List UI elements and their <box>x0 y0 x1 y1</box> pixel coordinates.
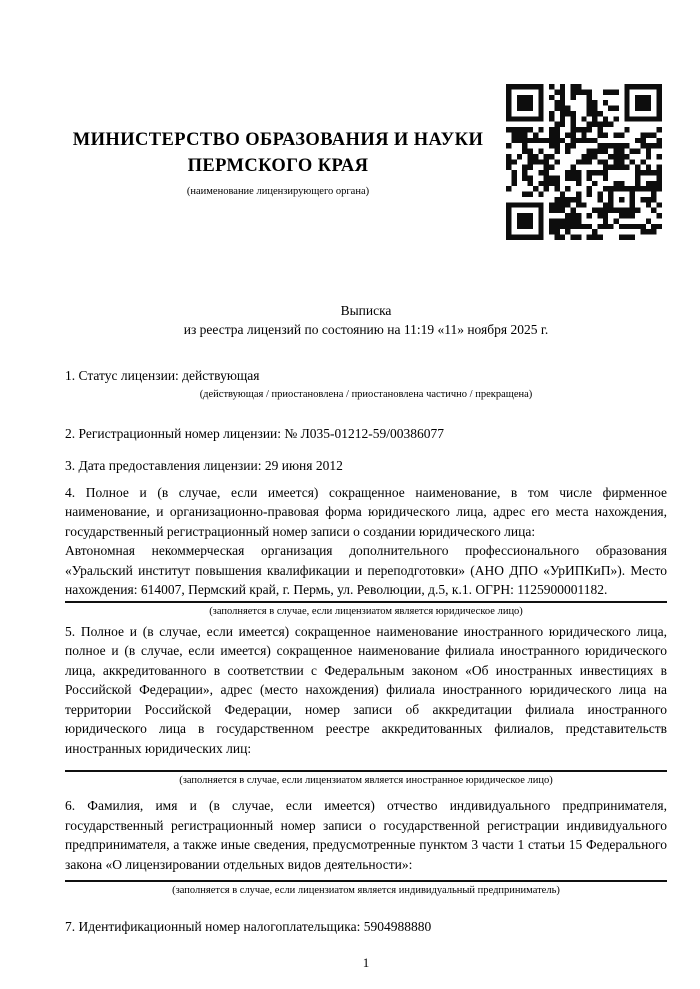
legal-entity-value: Автономная некоммерческая организация дополнительного профессионального образования «Уральский институт повышения квалификации и переподготовки» (АНО ДПО «УрИПКиП»). Место нахождения: 614007, Пермский край, г. Пермь, ул. Революции, д.5, к.1. ОГРН: 1125900001182. <box>65 543 667 597</box>
item-individual-entrepreneur <box>65 796 667 897</box>
legal-entity-label: 4. Полное и (в случае, если имеется) сокращенное наименование, в том числе фирменное наименование, и организационно-правовая форма юридического лица, адрес его места нахождения, государственный регистрационный номер записи о создании юридического лица: <box>65 484 667 539</box>
license-grant-date-text: 3. Дата предоставления лицензии: 29 июня 2012 <box>65 458 343 473</box>
item-foreign-legal-entity <box>65 622 667 788</box>
item-legal-entity <box>65 483 667 618</box>
title-line: Выписка <box>340 303 392 318</box>
document-header <box>65 127 491 198</box>
license-status-note: (действующая / приостановлена / приостановлена частично / прекращена) <box>199 388 533 400</box>
title-subtitle: из реестра лицензий по состоянию на 11:19 «11» ноября 2025 г. <box>183 322 549 337</box>
taxpayer-number-text: 7. Идентификационный номер налогоплательщика: 5904988880 <box>65 919 432 934</box>
licensing-authority-name-line1: МИНИСТЕРСТВО ОБРАЗОВАНИЯ И НАУКИ <box>72 130 484 150</box>
item-license-status <box>65 366 667 401</box>
license-status-text: 1. Статус лицензии: действующая <box>65 368 260 383</box>
licensing-authority-caption: (наименование лицензирующего органа) <box>186 186 370 197</box>
registration-number-text: 2. Регистрационный номер лицензии: № Л035-01212-59/00386077 <box>65 425 445 441</box>
individual-entrepreneur-note: (заполняется в случае, если лицензиатом является индивидуальный предприниматель) <box>172 885 560 896</box>
item-taxpayer-number <box>65 917 667 937</box>
licensing-authority-name-line2: ПЕРМСКОГО КРАЯ <box>187 156 369 176</box>
document-title <box>65 301 667 339</box>
page-number: 1 <box>362 954 370 970</box>
legal-entity-note: (заполняется в случае, если лицензиатом является юридическое лицо) <box>209 605 523 617</box>
item-registration-number <box>65 424 667 444</box>
qr-code-icon <box>506 84 662 240</box>
foreign-legal-entity-note: (заполняется в случае, если лицензиатом является иностранное юридическое лицо) <box>179 775 553 786</box>
individual-entrepreneur-label: 6. Фамилия, имя и (в случае, если имеется) отчество индивидуального предпринимателя, государственный регистрационный номер записи о государственной регистрации индивидуального предпринимателя, а также иные сведения, предусмотренные пунктом 3 части 1 статьи 15 Федерального закона «О лицензировании отдельных видов деятельности»: <box>65 798 667 872</box>
document-body <box>65 366 667 972</box>
item-license-grant-date <box>65 456 667 476</box>
foreign-legal-entity-label: 5. Полное и (в случае, если имеется) сокращенное наименование иностранного юридического лица, полное и (в случае, если имеется) сокращенное наименование филиала иностранного юридического лица, аккредитованного в соответствии с Федеральным законом «Об иностранных инвестициях в Российской Федерации», адрес (место нахождения) филиала иностранного юридического лица на территории Российской Федерации, номер записи об аккредитации филиала иностранного юридического лица в государственном реестре аккредитованных филиалов, представительств иностранных юридических лиц: <box>65 623 667 756</box>
